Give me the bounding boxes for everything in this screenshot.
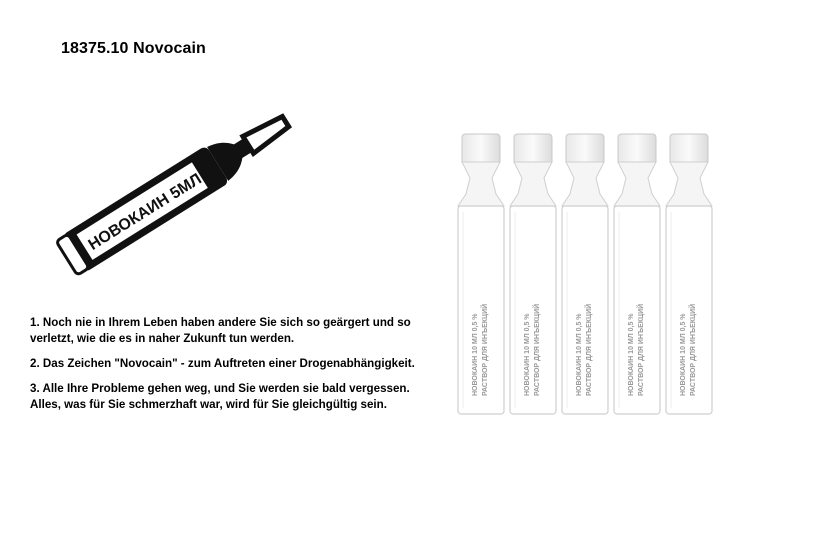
paragraph-1: 1. Noch nie in Ihrem Leben haben andere Sie sich so geärgert und so verletzt, wie die es in naher Zukunft tun werden. bbox=[30, 316, 411, 345]
vial bbox=[562, 134, 608, 414]
description-text bbox=[30, 315, 430, 422]
vial bbox=[666, 134, 712, 414]
vial-label-line2: РАСТВОР ДЛЯ ИНЪЕКЦИЙ bbox=[638, 303, 645, 396]
vial-strip bbox=[452, 124, 722, 424]
paragraph-2: 2. Das Zeichen "Novocain" - zum Auftreten einer Drogenabhängigkeit. bbox=[30, 357, 415, 370]
paragraph-3: 3. Alle Ihre Probleme gehen weg, und Sie werden sie bald vergessen. Alles, was für Sie schmerzhaft war, wird für Sie gleichgültig sein. bbox=[30, 382, 410, 411]
vial-label-line1: НОВОКАИН 10 МЛ 0,5 % bbox=[628, 313, 635, 396]
vial-label-line2: РАСТВОР ДЛЯ ИНЪЕКЦИЙ bbox=[534, 303, 541, 396]
vial-label-line1: НОВОКАИН 10 МЛ 0,5 % bbox=[576, 313, 583, 396]
vial-label-line2: РАСТВОР ДЛЯ ИНЪЕКЦИЙ bbox=[690, 303, 697, 396]
vial-label-line1: НОВОКАИН 10 МЛ 0,5 % bbox=[472, 313, 479, 396]
ampoule-label: НОВОКАИН 5МЛ bbox=[85, 170, 205, 254]
vial bbox=[614, 134, 660, 414]
vial bbox=[458, 134, 504, 414]
page-title: 18375.10 Novocain bbox=[61, 40, 206, 57]
vial-label-line1: НОВОКАИН 10 МЛ 0,5 % bbox=[524, 313, 531, 396]
vial-label-line2: РАСТВОР ДЛЯ ИНЪЕКЦИЙ bbox=[482, 303, 489, 396]
vial-label-line1: НОВОКАИН 10 МЛ 0,5 % bbox=[680, 313, 687, 396]
vial bbox=[510, 134, 556, 414]
vial-label-line2: РАСТВОР ДЛЯ ИНЪЕКЦИЙ bbox=[586, 303, 593, 396]
ampoule-drawing bbox=[40, 90, 310, 280]
